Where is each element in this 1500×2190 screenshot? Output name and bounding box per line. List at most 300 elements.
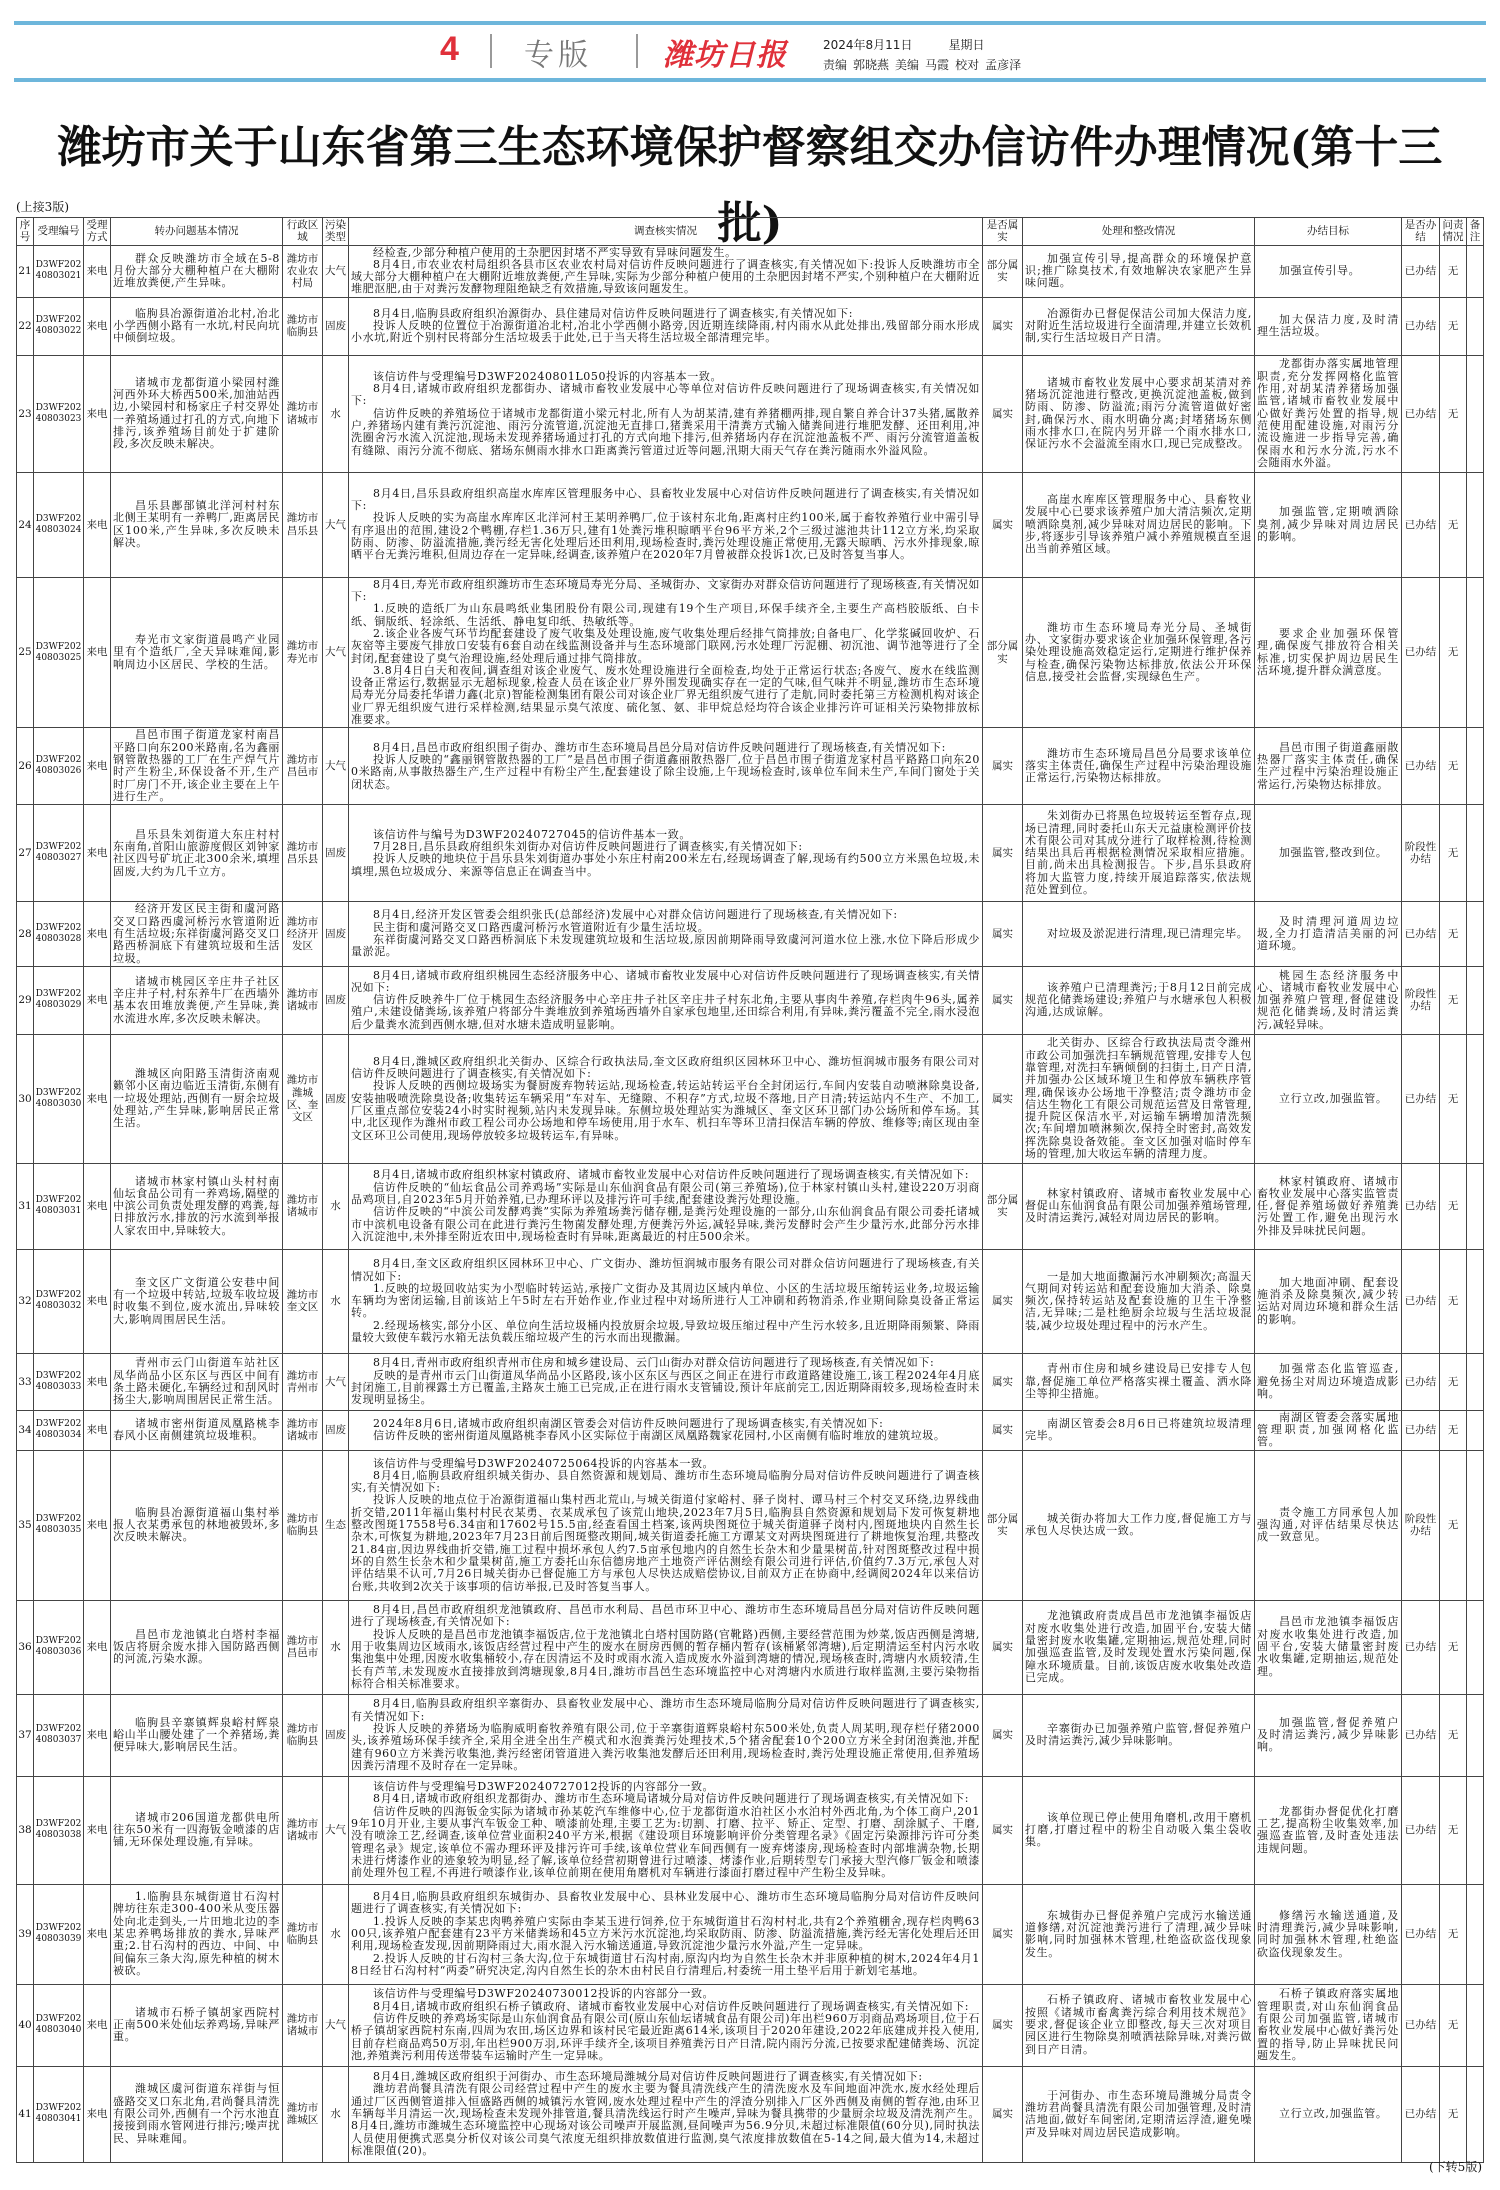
completion-target: [1255, 1163, 1402, 1249]
row-number: 37: [17, 1694, 34, 1776]
handling-text: 辛寨街办已加强养殖户监管,督促养殖户及时清运粪污,减少异味影响。: [1025, 1721, 1252, 1748]
remark: [1467, 805, 1484, 902]
issue-date: 2024年8月11日: [823, 38, 913, 52]
completion-target: [1255, 245, 1402, 297]
intake-method: 来电: [84, 1163, 111, 1249]
investigation-paragraph: 投诉人反映的地点位于冶源街道福山集村西北荒山,与城关街道付家峪村、驿子岗村、谭马村三个村交叉环绕,边界线曲折交错,2011年福山集村村民衣某勇、衣某成承包了该荒山地块,2023年7月5日,临朐县自然资源和规划局下发可恢复耕地整改图斑17558号6.34亩和17602号15.5亩,经查看国土档案,该两块图斑位于城关街道驿子岗村内,图斑地块内自然生长杂木,可恢复为耕地,2023年7月23日前后图斑整改期间,城关街道委托施工方谭某文对两块图斑进行了耕地恢复治理,共整改21.84亩,因边界线曲折交错,施工过程中损坏承包人约7.5亩承包地内的自然生长杂木和少量果树苗,针对图斑整改过程中损坏的自然生长杂木和少量果树苗,施工方委托山东信德房地产土地资产评估测绘有限公司进行评估,价值约7.3万元,承包人对评估结果不认可,7月26日城关街办已督促施工方与承包人尽快达成赔偿协议,目前双方正在协商中,经调阅2024年以来信访台账,共收到2次关于该事项的信访举报,已及时答复当事人。: [351, 1493, 980, 1593]
table-row: [17, 966, 1484, 1034]
issue-summary: [111, 1034, 283, 1163]
page-number: 4: [440, 30, 459, 68]
issue-text: 临朐县冶源街道福山集村举报人衣某勇承包的林地被毁坏,多次反映未解决。: [113, 1505, 280, 1544]
header-col-region: 行政区域: [283, 218, 323, 246]
table-row: [17, 728, 1484, 805]
case-code: D3WF20240803030: [34, 1034, 84, 1163]
row-number: 32: [17, 1249, 34, 1353]
completion-status: 阶段性办结: [1402, 805, 1440, 902]
completion-target: [1255, 902, 1402, 966]
case-code: D3WF20240803039: [34, 1884, 84, 1984]
row-number: 33: [17, 1353, 34, 1410]
admin-region: 潍坊市青州市: [283, 1353, 323, 1410]
investigation-paragraph: 信访件反映的养鸡场实际是山东仙润食品有限公司(原山东仙坛诸城食品有限公司)年出栏960万羽商品鸡场项目,位于石桥子镇胡家西院村东南,四周为农田,场区边界和该村民宅最近距离614米,该项目于2020年建设,2022年底建成并投入使用,目前存栏商品鸡50万羽,年出栏900万羽,环评手续齐全,该项目养殖粪污日产日清,院内雨污分流,已按要求配建储粪场、沉淀池,养殖粪污利用传送带装车运输时产生一定异味。: [351, 2011, 980, 2062]
row-number: 41: [17, 2066, 34, 2162]
intake-method: 来电: [84, 1600, 111, 1694]
issue-summary: [111, 577, 283, 728]
remark: [1467, 902, 1484, 966]
admin-region: 潍坊市诸城市: [283, 1410, 323, 1450]
table-row: [17, 1353, 1484, 1410]
header-col-investigation: 调查核实情况: [349, 218, 983, 246]
handling-measures: [1023, 805, 1255, 902]
issue-summary: [111, 1694, 283, 1776]
investigation-paragraph: 8月4日,昌邑市政府组织围子街办、潍坊市生态环境局昌邑分局对信访件反映问题进行了现场核查,有关情况如下:: [373, 740, 946, 754]
issue-text: 诸城市石桥子镇胡家西院村正南500米处仙坛养鸡场,异味严重。: [113, 2005, 280, 2044]
investigation-paragraph: 7月28日,昌乐县政府组织朱刘街办对信访件反映问题进行了调查核实,有关情况如下:: [373, 840, 803, 854]
handling-measures: [1023, 1694, 1255, 1776]
issue-text: 临朐县辛寨镇辉泉峪村辉泉峪山半山腰处建了一个养猪场,粪便异味大,影响居民生活。: [113, 1715, 280, 1754]
target-text: 加大地面冲刷、配套设施消杀及除臭频次,减少转运站对周边环境和群众生活的影响。: [1257, 1275, 1399, 1326]
handling-text: 朱刘街办已将黑色垃圾转运至暂存点,现场已清理,同时委托山东天元益康检测评价技术有限公司对其成分进行了取样检测,待检测结果出具后再根据检测情况采取相应措施。目前,尚未出具检测报告。下步,昌乐县政府将加大监管力度,持续开展追踪落实,依法规范处置到位。: [1025, 809, 1252, 897]
investigation-findings: [349, 966, 983, 1034]
intake-method: 来电: [84, 1410, 111, 1450]
handling-text: 诸城市畜牧业发展中心要求胡某清对养猪场沉淀池进行整改,更换沉淀池盖板,做到防雨、防渗、防溢流;雨污分流管道做好密封,确保污水、雨水明确分离;封堵猪场东侧雨水排水口,在院内另开辟一个雨水排水口,保证污水不会溢流至雨水口,现已完成整改。: [1025, 375, 1252, 451]
investigation-paragraph: 2024年8月6日,诸城市政府组织南湖区管委会对信访件反映问题进行了现场调查核实,有关情况如下:: [373, 1416, 884, 1430]
admin-region: 潍坊市寿光市: [283, 577, 323, 728]
verified-status: 属实: [983, 1249, 1023, 1353]
completion-target: [1255, 1984, 1402, 2066]
row-number: 35: [17, 1450, 34, 1600]
case-code: D3WF20240803022: [34, 297, 84, 355]
issue-summary: [111, 1353, 283, 1410]
investigation-paragraph: 投诉人反映的是昌邑市龙池镇李福饭店,位于龙池镇北白塔村国防路(官靴路)西侧,主要经营范围为炒菜,饭店西侧是湾塘,用于收集周边区域雨水,该饭店经营过程中产生的废水在厨房西侧的暂存桶内暂存(该桶紧邻湾塘),后定期清运至村内污水收集池集中处理,因废水收集桶较小,存在因清运不及时或雨水流入造成废水外溢到湾塘的情况,现场核查时,湾塘内水质较清,生长有芦苇,未发现废水直接排放到湾塘现象,8月4日,潍坊市昌邑生态环境监控中心对湾塘内水质进行取样监测,主要污染物指标符合相关标准要求。: [351, 1627, 980, 1690]
investigation-paragraph: 民主街和虞河路交叉口路西虞河桥污水管道附近有少量生活垃圾。: [373, 920, 710, 934]
completion-target: [1255, 1249, 1402, 1353]
investigation-findings: [349, 1984, 983, 2066]
issue-summary: [111, 728, 283, 805]
case-code: D3WF20240803026: [34, 728, 84, 805]
target-text: 立行立改,加强监管。: [1279, 2107, 1388, 2121]
investigation-findings: [349, 355, 983, 472]
completion-target: [1255, 1034, 1402, 1163]
completion-status: 已办结: [1402, 1353, 1440, 1410]
handling-text: 林家村镇政府、诸城市畜牧业发展中心督促山东仙润食品有限公司加强养殖场管理,及时清运粪污,减轻对周边居民的影响。: [1025, 1186, 1252, 1225]
issue-text: 群众反映潍坊市全域在5-8月份大部分大棚种植户在大棚附近堆放粪便,产生异味。: [113, 251, 280, 290]
dateline: [823, 36, 1223, 53]
header-col-handling: 处理和整改情况: [1023, 218, 1255, 246]
investigation-paragraph: 信访件反映的养殖场位于诸城市龙都街道小梁元村北,所有人为胡某清,建有养猪棚两排,现自繁自养合计37头猪,属散养户,养猪场内建有粪污沉淀池、雨污分流管道,沉淀池无直排口,猪粪采用干清粪方式输入储粪间进行堆肥发酵、还田利用,冲洗圈舍污水流入沉淀池,现场未发现养猪场通过打孔的方式向地下排污,但养猪场内存在沉淀池盖板不严、雨污分流管道盖板有缝隙、雨污分流不彻底、猪场东侧雨水排水口距离粪污管道过近等问题,汛期大雨天气存在粪污随雨水外溢风险。: [351, 406, 980, 457]
intake-method: 来电: [84, 472, 111, 577]
remark: [1467, 1884, 1484, 1984]
table-row: [17, 1034, 1484, 1163]
intake-method: 来电: [84, 1249, 111, 1353]
completion-status: 已办结: [1402, 902, 1440, 966]
handling-text: 该养殖户已清理粪污;于8月12日前完成规范化储粪场建设;养殖户与水塘承包人积极沟通,达成谅解。: [1025, 980, 1252, 1019]
admin-region: 潍坊市潍城区、奎文区: [283, 1034, 323, 1163]
completion-target: [1255, 297, 1402, 355]
table-row: [17, 472, 1484, 577]
case-code: D3WF20240803037: [34, 1694, 84, 1776]
investigation-paragraph: 该信访件与受理编号D3WF20240725064投诉的内容基本一致。: [373, 1456, 715, 1470]
table-row: [17, 902, 1484, 966]
accountability-status: 无: [1440, 1600, 1467, 1694]
issue-text: 诸城市桃园区辛庄井子社区辛庄井子村,村东养牛厂在西墙外基本农田堆放粪便,产生异味,粪水流进水库,多次反映未解决。: [113, 974, 280, 1025]
handling-measures: [1023, 1034, 1255, 1163]
completion-target: [1255, 472, 1402, 577]
table-row: [17, 1410, 1484, 1450]
credits: [823, 56, 1223, 73]
admin-region: 潍坊市昌乐县: [283, 805, 323, 902]
accountability-status: 无: [1440, 1776, 1467, 1884]
accountability-status: 无: [1440, 1410, 1467, 1450]
case-code: D3WF20240803024: [34, 472, 84, 577]
header-col-remark: 备注: [1467, 218, 1484, 246]
pollution-type: 固废: [323, 297, 349, 355]
handling-text: 加强宣传引导,提高群众的环境保护意识;推广除臭技术,有效地解决农家肥产生异味问题。: [1025, 251, 1252, 290]
row-number: 24: [17, 472, 34, 577]
investigation-paragraph: 8月4日,临朐县政府组织冶源街办、县住建局对信访件反映问题进行了调查核实,有关情况如下:: [373, 306, 854, 320]
remark: [1467, 1353, 1484, 1410]
row-number: 29: [17, 966, 34, 1034]
pollution-type: 水: [323, 355, 349, 472]
issue-text: 诸城市龙都街道小梁园村潍河西外环大桥西500米,加油站西边,小梁园村和杨家庄子村交界处一养殖场通过打孔的方式,向地下排污,该养殖场目前处于扩建阶段,多次反映未解决。: [113, 375, 280, 451]
header-col-target: 办结目标: [1255, 218, 1402, 246]
investigation-findings: [349, 297, 983, 355]
issue-text: 昌乐县鄌郚镇北洋河村村东北侧王某明有一养鸭厂,距离居民区100米,产生异味,多次反映未解决。: [113, 499, 280, 550]
target-text: 桃园生态经济服务中心、诸城市畜牧业发展中心加强养殖户管理,督促建设规范化储粪场,及时清运粪污,减轻异味。: [1257, 968, 1399, 1031]
accountability-status: 无: [1440, 1353, 1467, 1410]
investigation-paragraph: 信访件反映的“仙坛食品公司养鸡场”实际是山东仙润食品有限公司(第三养殖场),位于林家村镇山头村,建设220万羽商品鸡项目,自2023年5月开始养殖,已办理环评以及排污许可手续,配套建设粪污处理设施。: [351, 1180, 980, 1207]
intake-method: 来电: [84, 1694, 111, 1776]
remark: [1467, 1450, 1484, 1600]
issue-summary: [111, 1884, 283, 1984]
investigation-paragraph: 该信访件与受理编号D3WF20240730012投诉的内容部分一致。: [373, 1987, 715, 2001]
petition-table: [16, 217, 1484, 2163]
remark: [1467, 728, 1484, 805]
section-name: 专版: [524, 38, 592, 73]
remark: [1467, 1694, 1484, 1776]
intake-method: 来电: [84, 1353, 111, 1410]
target-text: 责令施工方同承包人加强沟通,对评估结果尽快达成一致意见。: [1257, 1505, 1399, 1544]
verified-status: 部分属实: [983, 1450, 1023, 1600]
admin-region: 潍坊市昌邑市: [283, 728, 323, 805]
completion-status: 已办结: [1402, 1600, 1440, 1694]
pollution-type: 水: [323, 1600, 349, 1694]
case-code: D3WF20240803040: [34, 1984, 84, 2066]
accountability-status: 无: [1440, 1884, 1467, 1984]
target-text: 加大保洁力度,及时清理生活垃圾。: [1257, 312, 1399, 339]
handling-measures: [1023, 2066, 1255, 2162]
newspaper-logo: 潍坊日报: [663, 38, 787, 73]
row-number: 28: [17, 902, 34, 966]
intake-method: 来电: [84, 1450, 111, 1600]
pollution-type: 大气: [323, 1353, 349, 1410]
handling-measures: [1023, 728, 1255, 805]
accountability-status: 无: [1440, 1249, 1467, 1353]
handling-text: 该单位现已停止使用角磨机,改用干磨机打磨,打磨过程中的粉尘自动吸入集尘袋收集。: [1025, 1810, 1252, 1849]
intake-method: 来电: [84, 355, 111, 472]
verified-status: 属实: [983, 297, 1023, 355]
row-number: 22: [17, 297, 34, 355]
row-number: 30: [17, 1034, 34, 1163]
investigation-paragraph: 1.投诉人反映的李某忠肉鸭养殖户实际由李某玉进行饲养,位于东城街道甘石沟村村北,共有2个养殖棚舍,现存栏肉鸭6300只,该养殖户配套建有23平方米储粪场和45立方米污水沉淀池,均采取防雨、防渗、防溢流措施,粪污经无害化处理后还田利用,现场检查发现,因前期降雨过大,雨水混入污水输送通道,导致沉淀池少量污水外溢,产生一定异味。: [351, 1914, 980, 1953]
remark: [1467, 2066, 1484, 2162]
case-code: D3WF20240803041: [34, 2066, 84, 2162]
issue-summary: [111, 1163, 283, 1249]
issue-summary: [111, 245, 283, 297]
completion-target: [1255, 1694, 1402, 1776]
issue-summary: [111, 1600, 283, 1694]
remark: [1467, 355, 1484, 472]
issue-summary: [111, 966, 283, 1034]
completion-target: [1255, 1776, 1402, 1884]
investigation-paragraph: 8月4日,临朐县政府组织东城街办、县畜牧业发展中心、县林业发展中心、潍坊市生态环境局临朐分局对信访件反映问题进行了调查核实,有关情况如下:: [351, 1890, 980, 1916]
target-text: 加强宣传引导。: [1279, 264, 1361, 278]
issue-text: 经济开发区民主街和虞河路交叉口路西虞河桥污水管道附近有生活垃圾;东祥街虞河路交叉口路西桥洞底下有建筑垃圾和生活垃圾。: [113, 902, 280, 965]
masthead-divider: [636, 34, 638, 68]
admin-region: 潍坊市农业农村局: [283, 245, 323, 297]
investigation-paragraph: 投诉人反映的位置位于冶源街道冶北村,冶北小学西侧小路旁,因近期连续降雨,村内雨水从此处排出,残留部分雨水形成小水坑,附近个别村民将部分生活垃圾丢于此处,已于当天将生活垃圾全部清理完毕。: [351, 319, 980, 345]
handling-text: 潍坊市生态环境局昌邑分局要求该单位落实主体责任,确保生产过程中污染治理设施正常运行,污染物达标排放。: [1025, 746, 1252, 785]
completion-status: 已办结: [1402, 1163, 1440, 1249]
completion-status: 已办结: [1402, 245, 1440, 297]
editor-label: 责编: [823, 58, 848, 72]
target-text: 昌邑市围子街道鑫丽散热器厂落实主体责任,确保生产过程中污染治理设施正常运行,污染物达标排放。: [1257, 740, 1399, 791]
completion-target: [1255, 1410, 1402, 1450]
remark: [1467, 1410, 1484, 1450]
proofreader-label: 校对: [955, 58, 980, 72]
case-code: D3WF20240803033: [34, 1353, 84, 1410]
accountability-status: 无: [1440, 1450, 1467, 1600]
table-row: [17, 355, 1484, 472]
issue-text: 昌邑市围子街道龙家村南昌平路口向东200米路南,名为鑫丽钢管散热器的工厂在生产焊气片时产生粉尘,环保设备不开,生产时厂房门不开,该企业主要在上午进行生产。: [113, 728, 280, 803]
investigation-paragraph: 该信访件与受理编号D3WF20240727012投诉的内容部分一致。: [373, 1780, 715, 1794]
issue-text: 寿光市文家街道晨鸣产业园里有个造纸厂,全天异味难闻,影响周边小区居民、学校的生活。: [113, 633, 280, 671]
issue-text: 诸城市206国道龙都供电所往东50米有一四海钣金喷漆的店铺,无环保处理设施,有异味。: [113, 1810, 280, 1849]
issue-summary: [111, 1984, 283, 2066]
intake-method: 来电: [84, 1034, 111, 1163]
handling-measures: [1023, 1163, 1255, 1249]
completion-target: [1255, 728, 1402, 805]
target-text: 要求企业加强环保管理,确保废气排放符合相关标准,切实保护周边居民生活环境,提升群众满意度。: [1257, 626, 1399, 677]
admin-region: 潍坊市诸城市: [283, 1776, 323, 1884]
pollution-type: 水: [323, 1884, 349, 1984]
completion-status: 阶段性办结: [1402, 1450, 1440, 1600]
admin-region: 潍坊市潍城区: [283, 2066, 323, 2162]
target-text: 龙都街办落实属地管理职责,充分发挥网格化监管作用,对胡某清养猪场加强监管,诸城市畜牧业发展中心做好粪污处置的指导,规范使用配建设施,对雨污分流设施进一步指导完善,确保雨水和污水分流,污水不会随雨水外溢。: [1257, 357, 1399, 469]
header-col-verified: 是否属实: [983, 218, 1023, 246]
investigation-paragraph: 8月4日,诸城市政府组织林家村镇政府、诸城市畜牧业发展中心对信访件反映问题进行了现场调查核实,有关情况如下:: [373, 1168, 970, 1182]
investigation-paragraph: 8月4日,潍城区政府组织于河街办、市生态环境局潍城分局对信访件反映问题进行了调查核实,有关情况如下:: [373, 2070, 923, 2084]
investigation-paragraph: 8月4日,诸城市政府组织龙都街办、潍坊市生态环境局诸城分局对信访件反映问题进行了现场调查核实,有关情况如下:: [373, 1792, 970, 1806]
intake-method: 来电: [84, 577, 111, 728]
accountability-status: 无: [1440, 472, 1467, 577]
verified-status: 属实: [983, 1984, 1023, 2066]
pollution-type: 水: [323, 1249, 349, 1353]
handling-text: 南湖区管委会8月6日已将建筑垃圾清理完毕。: [1025, 1416, 1252, 1443]
investigation-findings: [349, 1034, 983, 1163]
row-number: 39: [17, 1884, 34, 1984]
row-number: 38: [17, 1776, 34, 1884]
completion-target: [1255, 577, 1402, 728]
header-col-done: 是否办结: [1402, 218, 1440, 246]
investigation-paragraph: 反映的是青州市云门山街道凤华尚品小区路段,该小区东区与西区之间正在进行市政道路建设施工,该工程2024年4月底封闭施工,目前裸露土方已覆盖,主路灰土施工已完成,正在进行雨水支管铺设,预计年底前完工,因近期降雨较多,现场检查时未发现明显扬尘。: [351, 1368, 980, 1407]
admin-region: 潍坊市诸城市: [283, 355, 323, 472]
intake-method: 来电: [84, 1776, 111, 1884]
pollution-type: 固废: [323, 1034, 349, 1163]
page-title: 潍坊市关于山东省第三生态环境保护督察组交办信访件办理情况(第十三批): [57, 122, 1443, 249]
investigation-paragraph: 8月4日,临朐县政府组织城关街办、县自然资源和规划局、潍坊市生态环境局临朐分局对信访件反映问题进行了调查核实,有关情况如下:: [351, 1468, 980, 1495]
issue-text: 潍城区虞河街道东祥街与恒盛路交叉口东北角,君尚餐具清洗有限公司外,西侧有一个污水池直接接到雨水管网进行排污;噪声扰民、异味难闻。: [113, 2082, 280, 2145]
admin-region: 潍坊市诸城市: [283, 966, 323, 1034]
admin-region: 潍坊市昌乐县: [283, 472, 323, 577]
remark: [1467, 1034, 1484, 1163]
case-code: D3WF20240803027: [34, 805, 84, 902]
case-code: D3WF20240803035: [34, 1450, 84, 1600]
row-number: 31: [17, 1163, 34, 1249]
case-code: D3WF20240803023: [34, 355, 84, 472]
investigation-paragraph: 投诉人反映的地块位于昌乐县朱刘街道办事处小东庄村南200米左右,经现场调查了解,现场有约500立方米黑色垃圾,未填埋,黑色垃圾成分、来源等信息正在调查当中。: [351, 852, 980, 878]
pollution-type: 固废: [323, 1694, 349, 1776]
handling-text: 一是加大地面撒漏污水冲刷频次;高温天气期间对转运站和配套设施加大消杀、除臭频次,保持转运站及配套设施的卫生干净整洁,无异味;二是杜绝厨余垃圾与生活垃圾混装,减少垃圾处理过程中的污水产生。: [1025, 1269, 1252, 1332]
accountability-status: 无: [1440, 1984, 1467, 2066]
issue-summary: [111, 805, 283, 902]
completion-status: 已办结: [1402, 1249, 1440, 1353]
pollution-type: 固废: [323, 805, 349, 902]
intake-method: 来电: [84, 297, 111, 355]
handling-text: 于河街办、市生态环境局潍城分局责令潍坊君尚餐具清洗有限公司加强管理,及时清洁地面,做好车间密闭,定期清运浮渣,避免噪声及异味对周边居民造成影响。: [1025, 2088, 1252, 2139]
row-number: 25: [17, 577, 34, 728]
pollution-type: 固废: [323, 902, 349, 966]
completion-status: 已办结: [1402, 1034, 1440, 1163]
handling-measures: [1023, 245, 1255, 297]
handling-measures: [1023, 577, 1255, 728]
verified-status: 部分属实: [983, 577, 1023, 728]
handling-text: 北关街办、区综合行政执法局责令潍州市政公司加强洗扫车辆规范管理,安排专人包靠管理,对洗扫车辆倾倒的扫街土,日产日清,并加强办公区域环境卫生和停放车辆秩序管理,确保该办公场地干净整洁;责令潍坊市金信达生物化工有限公司规范运营及日常管理,提升院区保洁水平,对运输车辆增加清洗频次;车间增加喷淋频次,保持全时密封,高效发挥洗除臭设备效能。奎文区加强对临时停车场的管理,加大收运车辆的清理力度。: [1025, 1036, 1252, 1161]
completion-status: 已办结: [1402, 472, 1440, 577]
row-number: 23: [17, 355, 34, 472]
table-row: [17, 1984, 1484, 2066]
verified-status: 属实: [983, 2066, 1023, 2162]
verified-status: 属实: [983, 1694, 1023, 1776]
issue-summary: [111, 902, 283, 966]
case-code: D3WF20240803038: [34, 1776, 84, 1884]
pollution-type: 固废: [323, 1410, 349, 1450]
investigation-paragraph: 8月4日,昌乐县政府组织高崖水库库区管理服务中心、县畜牧业发展中心对信访件反映问题进行了调查核实,有关情况如下:: [351, 486, 980, 513]
investigation-paragraph: 3.8月4日白天和夜间,调查组对该企业废气、废水处理设施进行全面检查,均处于正常运行状态;各废气、废水在线监测设备正常运行,数据显示无超标现象,检查人员在该企业厂界外围发现确实存在一定的气味,但气味并不明显,潍坊市生态环境局寿光分局委托华谱力鑫(北京)智能检测集团有限公司对该企业厂界无组织废气进行了走航,同时委托第三方检测机构对该企业厂界无组织废气进行采样检测,结果显示臭气浓度、硫化氢、氨、非甲烷总烃均符合该企业排污许可证相关污染物排放标准要求。: [351, 663, 980, 727]
investigation-findings: [349, 577, 983, 728]
intake-method: 来电: [84, 966, 111, 1034]
completion-status: 已办结: [1402, 728, 1440, 805]
completion-target: [1255, 805, 1402, 902]
intake-method: 来电: [84, 245, 111, 297]
issue-text: 昌邑市龙池镇北白塔村李福饭店将厨余废水排入国防路西侧的河流,污染水源。: [113, 1627, 280, 1666]
table-row: [17, 577, 1484, 728]
investigation-paragraph: 8月4日,市农业农村局组织各县市区农业农村局对信访件反映问题进行了调查核实,有关情况如下:投诉人反映潍坊市全域大部分大棚种植户在大棚附近堆放粪便,产生异味,实际为少部分种植户使用的土杂肥因封堵不严实,个别种植户在大棚附近堆肥沤肥,由于对粪污发酵物理阻绝缺乏有效措施,导致该问题发生。: [351, 257, 980, 296]
handling-measures: [1023, 966, 1255, 1034]
handling-measures: [1023, 1984, 1255, 2066]
verified-status: 属实: [983, 1776, 1023, 1884]
pollution-type: 水: [323, 2066, 349, 2162]
verified-status: 属实: [983, 1600, 1023, 1694]
target-text: 昌邑市龙池镇李福饭店对废水收集处进行改造,加固平台,安装大储量密封废水收集罐,定期抽运,规范处理。: [1257, 1615, 1399, 1678]
handling-measures: [1023, 472, 1255, 577]
proofreader-name: 孟彦泽: [985, 58, 1022, 72]
investigation-paragraph: 信访件反映的密州街道凤凰路桃李春风小区实际位于南湖区凤凰路魏家花园村,小区南侧有临时堆放的建筑垃圾。: [373, 1429, 946, 1443]
target-text: 龙都街办督促优化打磨工艺,提高粉尘收集效率,加强巡查监管,及时查处违法违规问题。: [1257, 1804, 1399, 1855]
admin-region: 潍坊市临朐县: [283, 1694, 323, 1776]
case-code: D3WF20240803031: [34, 1163, 84, 1249]
accountability-status: 无: [1440, 728, 1467, 805]
issue-summary: [111, 1249, 283, 1353]
investigation-paragraph: 8月4日,潍城区政府组织北关街办、区综合行政执法局,奎文区政府组织区园林环卫中心、潍坊恒润城市服务有限公司对信访件反映问题进行了调查核实,有关情况如下:: [351, 1054, 980, 1081]
remark: [1467, 577, 1484, 728]
verified-status: 属实: [983, 728, 1023, 805]
row-number: 26: [17, 728, 34, 805]
issue-summary: [111, 472, 283, 577]
target-text: 石桥子镇政府落实属地管理职责,对山东仙润食品有限公司加强监管,诸城市畜牧业发展中心做好粪污处置的指导,防止异味扰民问题发生。: [1257, 1987, 1399, 2062]
row-number: 21: [17, 245, 34, 297]
completion-status: 已办结: [1402, 1776, 1440, 1884]
intake-method: 来电: [84, 728, 111, 805]
completion-target: [1255, 1353, 1402, 1410]
handling-measures: [1023, 1776, 1255, 1884]
verified-status: 属实: [983, 902, 1023, 966]
intake-method: 来电: [84, 1884, 111, 1984]
investigation-paragraph: 经检查,少部分种植户使用的土杂肥因封堵不严实导致有异味问题发生。: [373, 245, 737, 259]
accountability-status: 无: [1440, 1694, 1467, 1776]
investigation-paragraph: 投诉人反映的“鑫丽钢管散热器的工厂”是昌邑市围子街道鑫丽散热器厂,位于昌邑市围子街道龙家村昌平路路口向东200米路南,从事散热器生产,生产过程中有粉尘产生,配套建设了除尘设施,上午现场检查时,该单位车间未生产,车间门窗处于关闭状态。: [351, 753, 980, 791]
accountability-status: 无: [1440, 2066, 1467, 2162]
masthead-divider: [490, 34, 492, 68]
verified-status: 属实: [983, 1884, 1023, 1984]
continued-from: (上接3版): [16, 200, 69, 214]
editor-name: 郭晓燕: [853, 58, 890, 72]
investigation-paragraph: 信访件反映的四海钣金实际为诸城市孙某乾汽车维修中心,位于龙都街道水泊社区小水泊村外西北角,为个体工商户,2019年10月开业,主要从事汽车钣金工种、喷漆前处理,主要工艺为:切割、打磨、拉平、矫正、定型、打磨、刮涂腻子、干磨,没有喷涂工艺,经调查,该单位营业面积240平方米,根据《建设项目环境影响评价分类管理名录》《固定污染源排污许可分类管理名录》规定,该单位不需办理环评及排污许可手续,该单位营业车间西侧有一废弃烤漆房,现场检查时内部堆满杂物,长期未进行烤漆作业的迹象较为明显,经了解,该单位经营初期曾进行过喷漆、烤漆作业,后期转型专门承接大型汽修厂钣金和喷漆前处理外包工程,不再进行喷漆作业,该单位前期在使用角磨机对车辆进行漆面打磨过程中产生粉尘及异味。: [351, 1804, 980, 1880]
issue-summary: [111, 1450, 283, 1600]
completion-target: [1255, 966, 1402, 1034]
pollution-type: 大气: [323, 472, 349, 577]
case-code: D3WF20240803036: [34, 1600, 84, 1694]
designer-name: 马霞: [925, 58, 950, 72]
investigation-findings: [349, 902, 983, 966]
issue-text: 诸城市密州街道凤凰路桃李春风小区南侧建筑垃圾堆积。: [113, 1416, 280, 1443]
issue-summary: [111, 355, 283, 472]
row-number: 34: [17, 1410, 34, 1450]
investigation-paragraph: 8月4日,诸城市政府组织桃园生态经济服务中心、诸城市畜牧业发展中心对信访件反映问题进行了现场调查核实,有关情况如下:: [351, 968, 980, 994]
handling-measures: [1023, 1410, 1255, 1450]
investigation-paragraph: 该信访件与受理编号D3WF20240801L050投诉的内容基本一致。: [373, 369, 723, 383]
accountability-status: 无: [1440, 1163, 1467, 1249]
issue-text: 临朐县冶源街道冶北村,冶北小学西侧小路有一水坑,村民向坑中倾倒垃圾。: [113, 306, 280, 345]
investigation-findings: [349, 1884, 983, 1984]
row-number: 40: [17, 1984, 34, 2066]
investigation-findings: [349, 1163, 983, 1249]
table-header: [17, 218, 1484, 246]
remark: [1467, 472, 1484, 577]
investigation-paragraph: 8月4日,诸城市政府组织石桥子镇政府、诸城市畜牧业发展中心对信访件反映问题进行了现场调查核实,有关情况如下:: [373, 1999, 970, 2013]
completion-status: 已办结: [1402, 1410, 1440, 1450]
investigation-paragraph: 投诉人反映的实为高崖水库库区北洋河村王某明养鸭厂,位于该村东北角,距离村庄约100米,属于畜牧养殖行业中需引导有序退出的范围,建设2个鸭棚,存栏1.36万只,建有1处粪污堆积晾晒平台96平方米,2个三级过滤池共计112立方米,均采取防雨、防渗、防溢流措施,粪污经无害化处理后还田利用,现场检查时,粪污处理设施正常使用,无露天晾晒、污水外排现象,晾晒平台无粪污堆积,但周边存在一定异味,经调查,该养殖户在2020年7月曾被群众投诉1次,已及时答复当事人。: [351, 511, 980, 562]
investigation-paragraph: 该信访件与编号为D3WF20240727045的信访件基本一致。: [373, 827, 691, 841]
remark: [1467, 966, 1484, 1034]
masthead-bottom-rule: [14, 78, 1486, 82]
pollution-type: 水: [323, 1163, 349, 1249]
handling-measures: [1023, 902, 1255, 966]
completion-target: [1255, 1884, 1402, 1984]
remark: [1467, 1984, 1484, 2066]
remark: [1467, 1163, 1484, 1249]
handling-measures: [1023, 297, 1255, 355]
handling-text: 龙池镇政府责成昌邑市龙池镇李福饭店对废水收集处进行改造,加固平台,安装大储量密封废水收集罐,定期抽运,规范处理,同时加强巡查监管,及时发现处置水污染问题,保障水环境质量。目前,该饭店废水收集处改造已完成。: [1025, 1609, 1252, 1684]
